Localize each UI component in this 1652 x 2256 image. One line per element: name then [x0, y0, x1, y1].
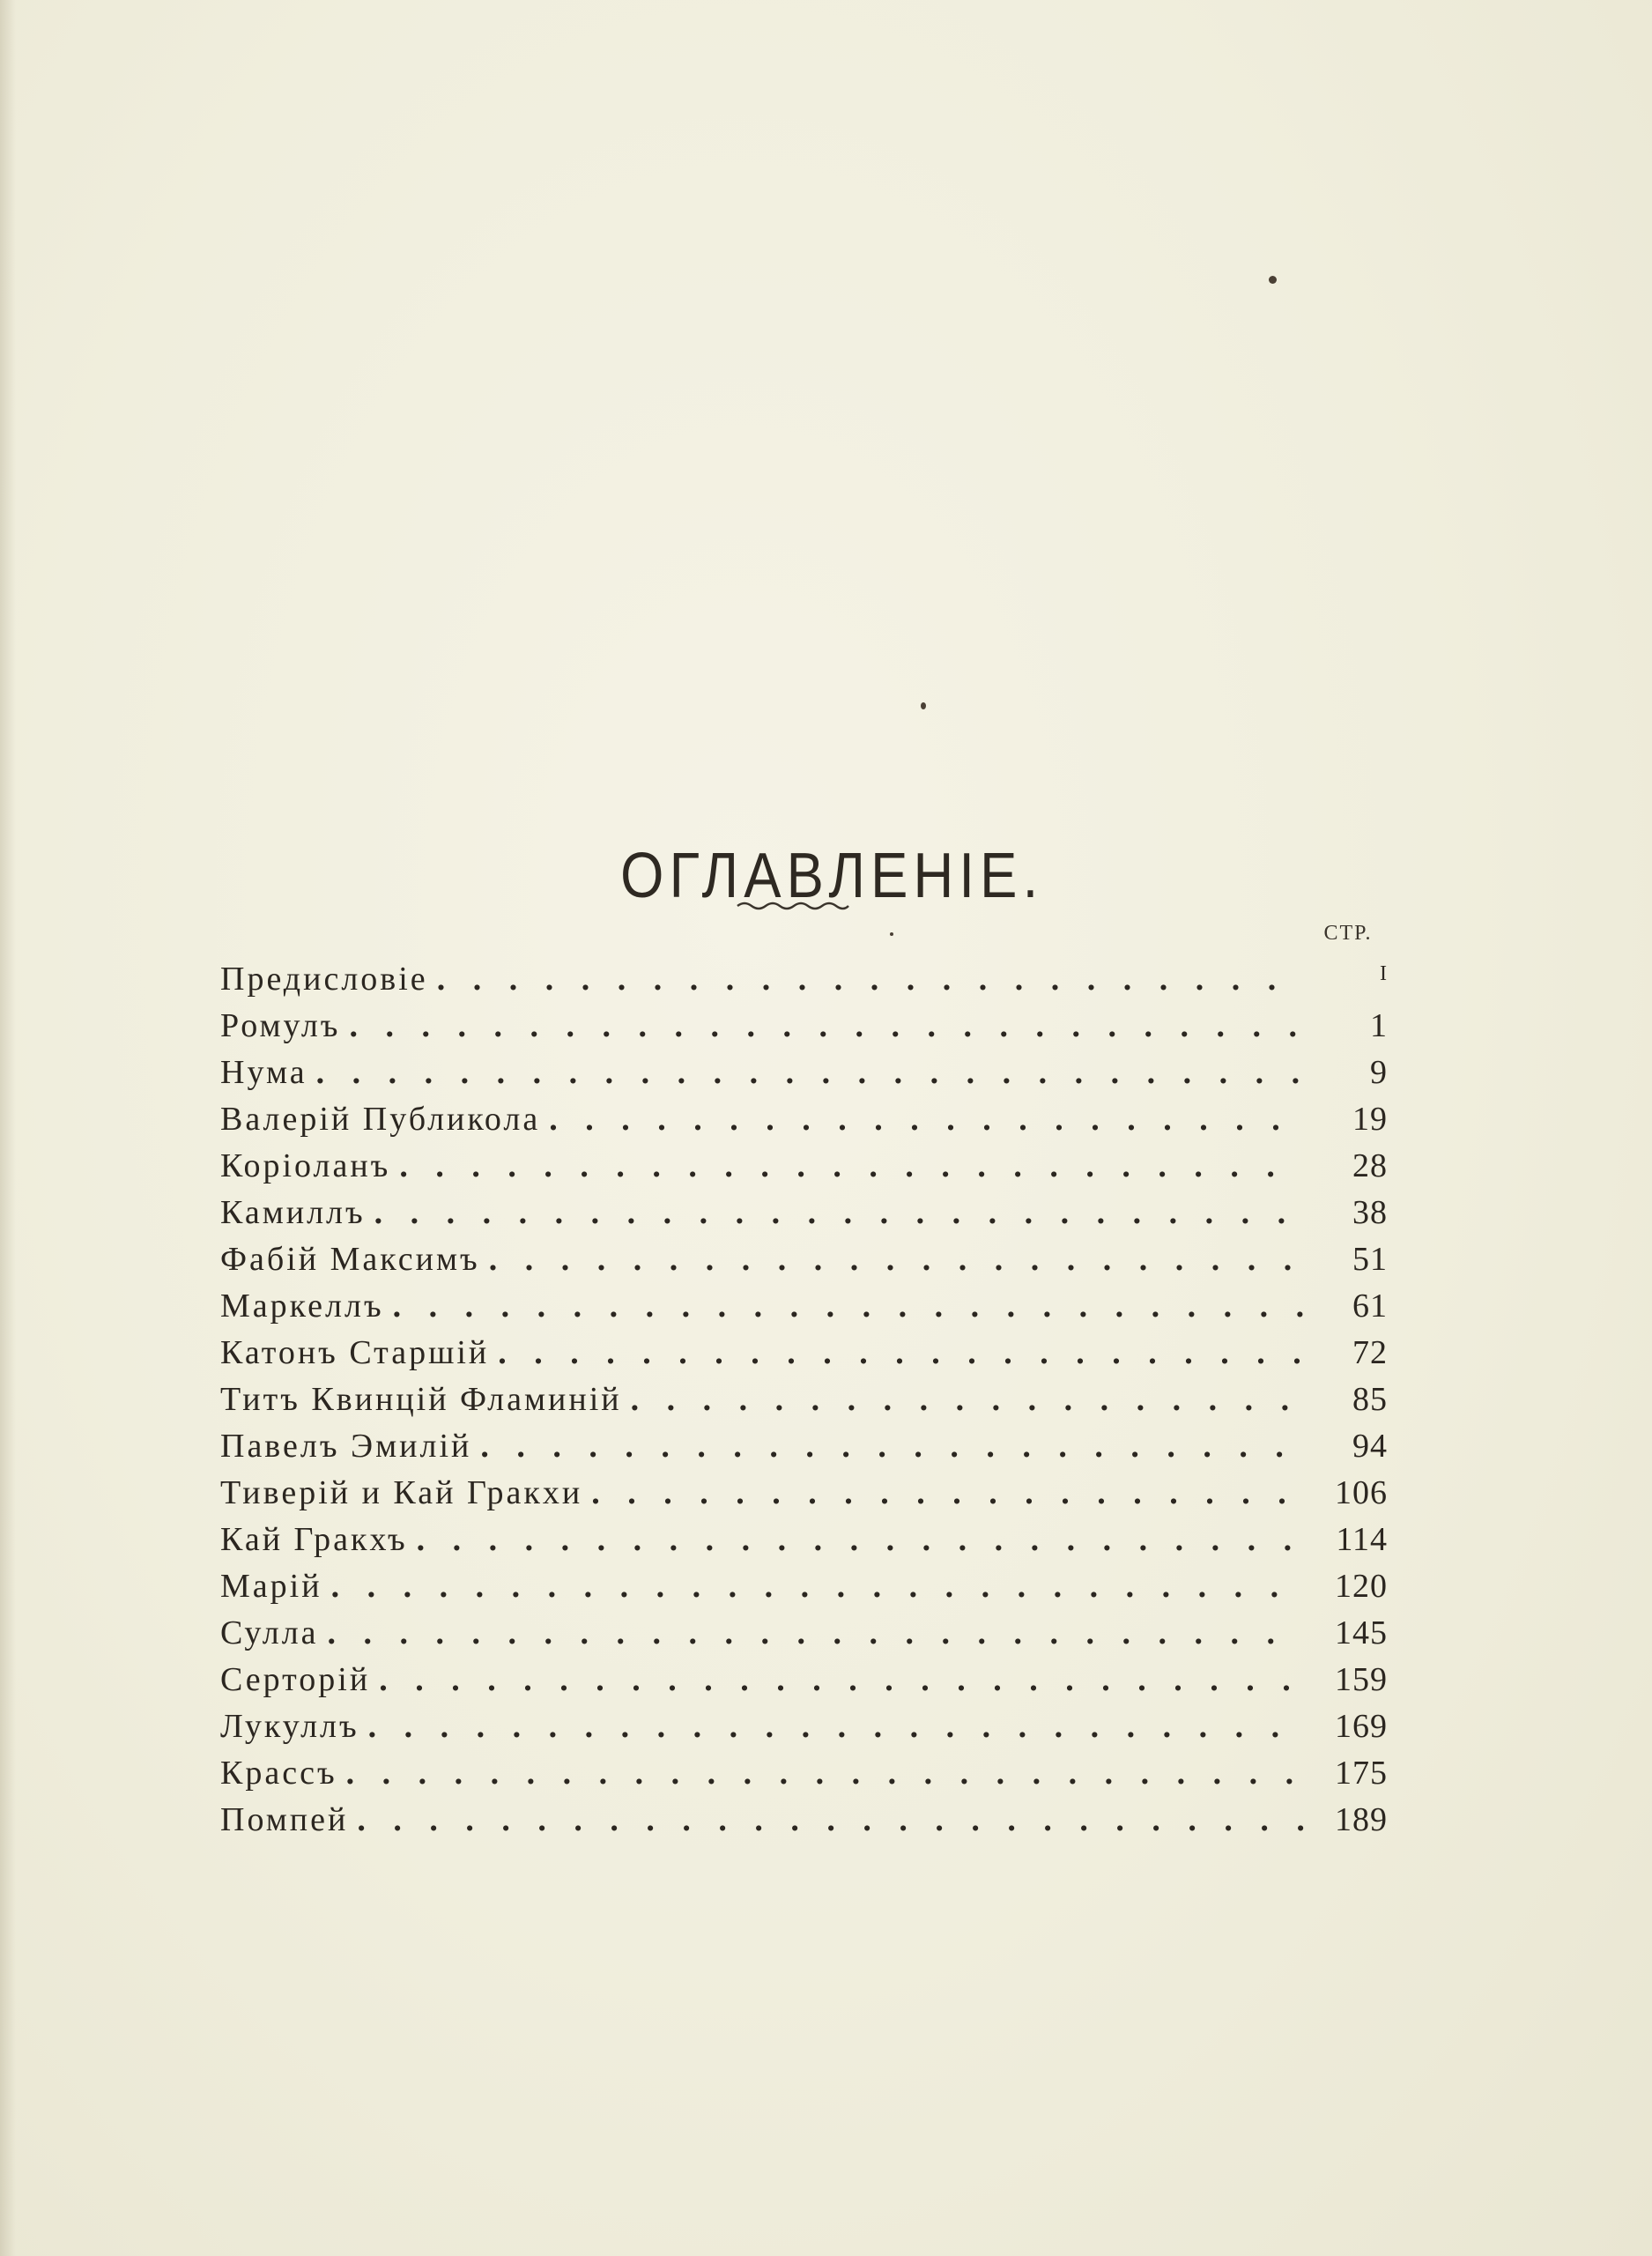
toc-entry-page-number: 61 [1352, 1288, 1388, 1325]
toc-entry [220, 1657, 1388, 1703]
toc-entry-title: Павелъ Эмилій [220, 1428, 472, 1465]
toc-entry-page-number: 114 [1336, 1521, 1388, 1558]
toc-entry-page-number: 72 [1352, 1334, 1388, 1371]
toc-entry-title: Катонъ Старшій [220, 1334, 490, 1371]
toc-entry-title: Коріоланъ [220, 1147, 391, 1184]
ink-speck [1269, 276, 1277, 284]
toc-entry [220, 1143, 1388, 1190]
toc-entry [220, 956, 1388, 1003]
page-edge-shadow [0, 0, 16, 2256]
toc-entry [220, 1377, 1388, 1423]
table-of-contents [220, 956, 1388, 1844]
dot-leader [417, 1517, 1304, 1563]
page-title: ОГЛАВЛЕНІЕ. [620, 841, 1044, 912]
toc-entry-title: Фабій Максимъ [220, 1241, 480, 1278]
toc-entry-title: Кай Гракхъ [220, 1521, 408, 1558]
toc-entry-page-number: 120 [1335, 1568, 1388, 1605]
toc-entry-page-number: 94 [1352, 1428, 1388, 1465]
toc-entry-title: Лукуллъ [220, 1708, 359, 1745]
dot-leader [346, 1750, 1304, 1797]
toc-entry-page-number: 145 [1335, 1614, 1388, 1651]
dot-leader [480, 1423, 1304, 1470]
title-ornament [736, 899, 850, 913]
toc-entry-title: Валерій Публикола [220, 1101, 541, 1138]
toc-entry-title: Ромулъ [220, 1007, 341, 1044]
toc-entry-title: Предисловіе [220, 961, 428, 998]
dot-leader [357, 1797, 1304, 1844]
toc-entry-title: Камиллъ [220, 1194, 366, 1231]
toc-entry [220, 1470, 1388, 1517]
dot-leader [437, 956, 1304, 1003]
dot-leader [498, 1330, 1304, 1377]
toc-entry [220, 1096, 1388, 1143]
ink-speck [890, 932, 893, 936]
dot-leader [331, 1563, 1304, 1610]
toc-entry [220, 1423, 1388, 1470]
toc-entry-page-number: 9 [1370, 1054, 1388, 1091]
toc-entry-page-number: 1 [1370, 1007, 1388, 1044]
toc-entry-page-number: 175 [1335, 1755, 1388, 1792]
dot-leader [328, 1610, 1304, 1657]
dot-leader [591, 1470, 1304, 1517]
toc-entry [220, 1797, 1388, 1844]
toc-entry-page-number: 189 [1335, 1801, 1388, 1838]
toc-entry [220, 1283, 1388, 1330]
toc-entry-title: Серторій [220, 1661, 371, 1698]
toc-entry [220, 1610, 1388, 1657]
ink-speck [921, 702, 926, 709]
toc-entry-page-number: I [1380, 962, 1388, 985]
dot-leader [489, 1236, 1304, 1283]
dot-leader [349, 1003, 1304, 1050]
toc-entry-title: Тиверій и Кай Гракхи [220, 1474, 583, 1511]
dot-leader [631, 1377, 1304, 1423]
toc-entry [220, 1190, 1388, 1236]
toc-entry-page-number: 38 [1352, 1194, 1388, 1231]
toc-entry [220, 1236, 1388, 1283]
dot-leader [393, 1283, 1304, 1330]
toc-entry-title: Помпей [220, 1801, 349, 1838]
toc-entry-page-number: 51 [1352, 1241, 1388, 1278]
toc-entry [220, 1563, 1388, 1610]
toc-entry [220, 1330, 1388, 1377]
toc-entry-title: Титъ Квинцій Фламиній [220, 1381, 622, 1418]
toc-entry-page-number: 159 [1335, 1661, 1388, 1698]
dot-leader [549, 1096, 1304, 1143]
toc-entry-page-number: 169 [1335, 1708, 1388, 1745]
toc-entry-title: Марій [220, 1568, 322, 1605]
dot-leader [379, 1657, 1304, 1703]
toc-entry-title: Маркеллъ [220, 1288, 384, 1325]
toc-entry-page-number: 106 [1335, 1474, 1388, 1511]
toc-entry-page-number: 85 [1352, 1381, 1388, 1418]
dot-leader [368, 1703, 1304, 1750]
toc-entry [220, 1517, 1388, 1563]
toc-entry [220, 1050, 1388, 1096]
dot-leader [374, 1190, 1304, 1236]
toc-entry-page-number: 28 [1352, 1147, 1388, 1184]
toc-entry [220, 1003, 1388, 1050]
toc-entry-title: Крассъ [220, 1755, 337, 1792]
dot-leader [399, 1143, 1304, 1190]
dot-leader [316, 1050, 1304, 1096]
toc-entry [220, 1703, 1388, 1750]
toc-entry [220, 1750, 1388, 1797]
toc-entry-title: Сулла [220, 1614, 319, 1651]
toc-entry-page-number: 19 [1352, 1101, 1388, 1138]
toc-entry-title: Нума [220, 1054, 307, 1091]
page-column-label: СТР. [1323, 922, 1373, 945]
